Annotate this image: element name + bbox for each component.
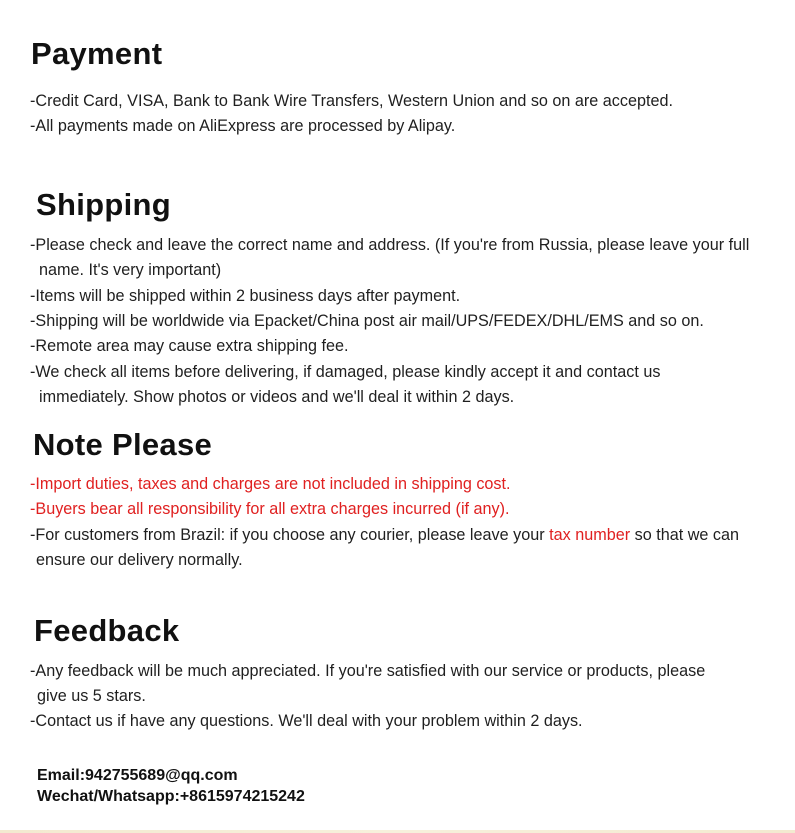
shipping-line-address-cont: name. It's very important) (39, 261, 222, 279)
contact-wechat-whatsapp: Wechat/Whatsapp:+8615974215242 (37, 788, 305, 805)
shipping-line-damage: -We check all items before delivering, if damaged, please kindly accept it and contact us (30, 363, 661, 381)
payment-line-alipay: -All payments made on AliExpress are processed by Alipay. (30, 117, 456, 135)
note-line-charges: -Buyers bear all responsibility for all extra charges incurred (if any). (30, 500, 510, 518)
note-brazil-text: -For customers from Brazil: if you choose any courier, please leave your (30, 526, 550, 544)
note-line-brazil-cont: ensure our delivery normally. (36, 551, 243, 569)
note-brazil-text-end: so that we can (630, 526, 739, 544)
tax-number-highlight: tax number (549, 526, 631, 544)
feedback-line-appreciate: -Any feedback will be much appreciated. If you're satisfied with our service or products, please (30, 662, 706, 680)
shipping-line-address: -Please check and leave the correct name and address. (If you're from Russia, please leave your full (30, 236, 750, 254)
feedback-line-stars: give us 5 stars. (37, 687, 146, 705)
feedback-heading: Feedback (34, 613, 180, 648)
shipping-heading: Shipping (36, 187, 171, 222)
payment-line-methods: -Credit Card, VISA, Bank to Bank Wire Transfers, Western Union and so on are accepted. (30, 92, 674, 110)
shipping-line-dispatch: -Items will be shipped within 2 business days after payment. (30, 287, 461, 305)
note-line-brazil (30, 524, 739, 546)
shipping-line-damage-cont: immediately. Show photos or videos and we'll deal it within 2 days. (39, 388, 515, 406)
contact-email: Email:942755689@qq.com (37, 767, 238, 784)
feedback-line-contact: -Contact us if have any questions. We'll deal with your problem within 2 days. (30, 712, 583, 730)
shipping-line-remote: -Remote area may cause extra shipping fee. (30, 337, 349, 355)
note-heading: Note Please (33, 427, 213, 462)
shipping-line-carriers: -Shipping will be worldwide via Epacket/China post air mail/UPS/FEDEX/DHL/EMS and so on. (30, 312, 704, 330)
note-line-duties: -Import duties, taxes and charges are not included in shipping cost. (30, 475, 511, 493)
payment-heading: Payment (31, 36, 163, 71)
